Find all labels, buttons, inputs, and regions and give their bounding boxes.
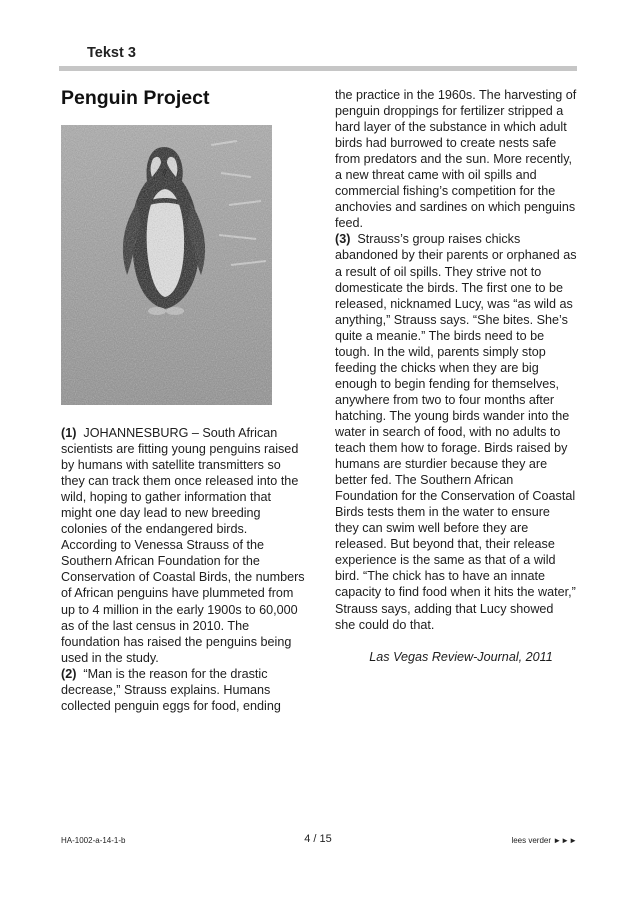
article-source: Las Vegas Review-Journal, 2011 [369,649,553,664]
paragraph-2: (2) “Man is the reason for the drastic decrease,” Strauss explains. Humans collected penguin eggs for food, ending [61,666,281,713]
paragraph-3: (3) Strauss’s group raises chicks abandoned by their parents or orphaned as a result of oil spills. They strive not to domesticate the birds. The first one to be released, nicknamed Lucy, was “as wild as anything,” Strauss says. “She bites. She’s quite a meanie.” The birds need to be tough. In the wild, parents simply stop feeding the chicks when they are big enough to begin fending for themselves, anywhere from two to four months after hatching. The young birds wander into the water in search of food, with no adults to teach them how to forage. Birds raised by humans are sturdier because they are better fed. The Southern African Foundation for the Conservation of Coastal Birds tests them in the water to ensure they can swim well before they are released. But beyond that, their release experience is the same as that of a wild bird. “The chick has to have an innate capacity to find food when it hits the water,” Strauss says, adding that Lucy showed she could do that. [335,232,577,632]
penguin-photo [61,125,272,405]
document-code: HA-1002-a-14-1-b [61,836,126,845]
article-title: Penguin Project [61,87,210,109]
continue-label: lees verder ►►► [511,836,577,845]
section-label: Tekst 3 [87,45,136,61]
paragraph-2-continued: the practice in the 1960s. The harvesting of penguin droppings for fertilizer stripped a hard layer of the substance in which adult birds had burrowed to create nests safe from predators and the sun. More recently, a new threat came with oil spills and commercial fishing’s competition for the anchovies and sardines on which penguins feed. [335,88,577,231]
paragraph-1: (1) JOHANNESBURG – South African scientists are fitting young penguins raised by humans with satellite transmitters so they can track them once released into the wild, hoping to gather information that might one day lead to new breeding colonies of the endangered birds. According to Venessa Strauss of the Southern African Foundation for the Conservation of Coastal Birds, the numbers of African penguins have plummeted from up to 4 million in the early 1900s to 60,000 as of the last census in 2010. The foundation has raised the penguins being used in the study. [61,426,305,665]
page-number: 4 / 15 [304,833,332,845]
article-column-left [61,425,305,714]
article-column-right [335,87,577,665]
header-rule [59,66,577,71]
